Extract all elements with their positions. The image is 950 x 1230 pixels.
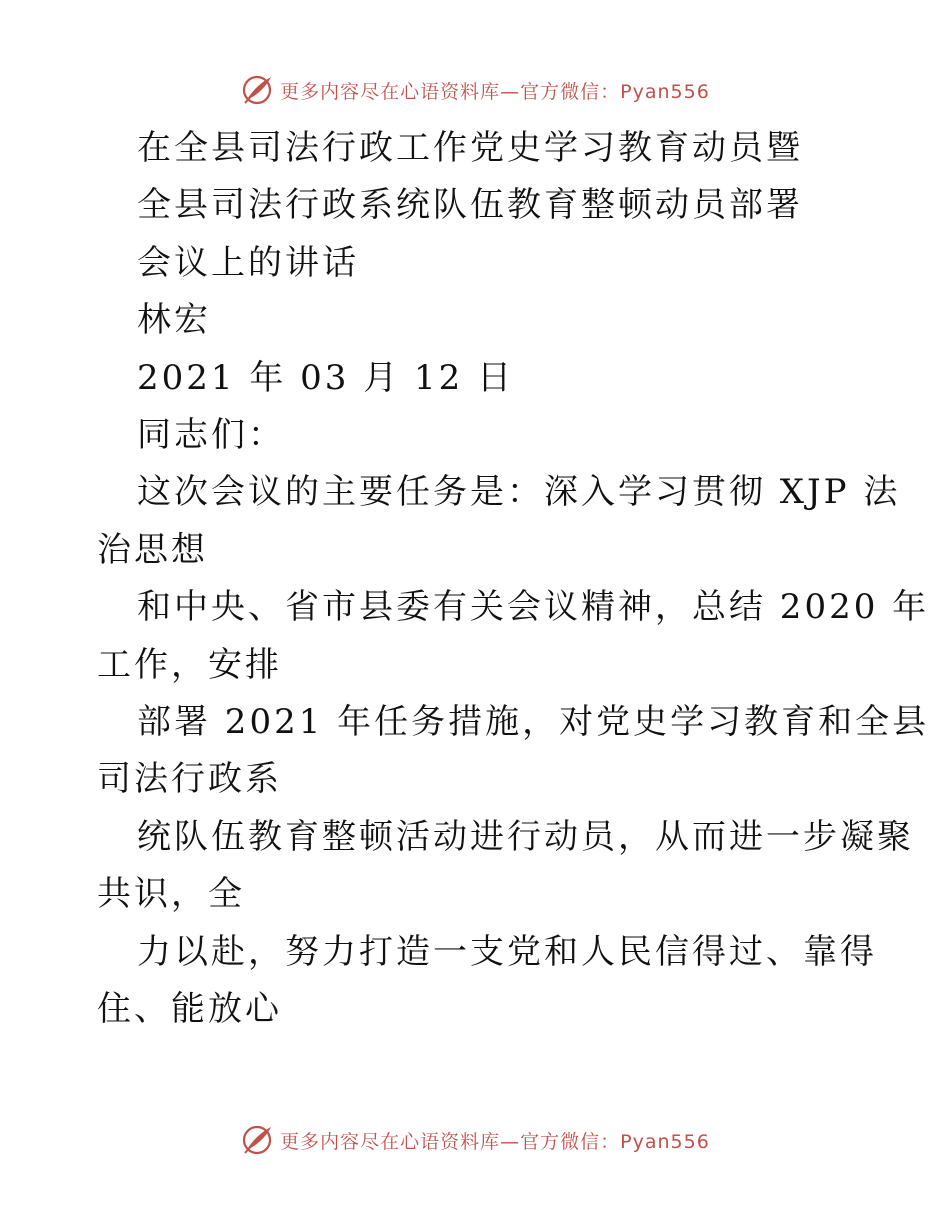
- footer-watermark: [0, 1122, 950, 1158]
- title-line-1: 在全县司法行政工作党史学习教育动员暨: [137, 128, 803, 168]
- title-line-2: 全县司法行政系统队伍教育整顿动员部署: [137, 185, 803, 226]
- body-line: 工作，安排: [97, 644, 282, 685]
- document-body: [97, 120, 930, 1039]
- body-line: 共识，全: [97, 874, 245, 915]
- body-line: 住、能放心: [97, 989, 282, 1030]
- feather-pen-circle-icon: [240, 1123, 274, 1157]
- body-line: 力以赴，努力打造一支党和人民信得过、靠得: [137, 931, 877, 972]
- feather-pen-circle-icon: [240, 73, 274, 107]
- body-line: 这次会议的主要任务是：深入学习贯彻 XJP 法: [137, 472, 901, 513]
- watermark-text: 更多内容尽在心语资料库—官方微信：Pyan556: [280, 80, 710, 103]
- author-line: 林宏: [137, 300, 211, 341]
- body-line: 和中央、省市县委有关会议精神，总结 2020 年: [137, 587, 930, 628]
- date-line: 2021 年 03 月 12 日: [137, 357, 515, 398]
- body-line: 统队伍教育整顿活动进行动员，从而进一步凝聚: [137, 816, 914, 857]
- header-watermark: [0, 72, 950, 108]
- watermark-text: 更多内容尽在心语资料库—官方微信：Pyan556: [280, 1130, 710, 1153]
- body-line: 司法行政系: [97, 759, 282, 800]
- salutation-line: 同志们：: [137, 415, 285, 456]
- body-line: 治思想: [97, 529, 208, 570]
- body-line: 部署 2021 年任务措施，对党史学习教育和全县: [137, 702, 930, 743]
- title-line-3: 会议上的讲话: [137, 242, 359, 283]
